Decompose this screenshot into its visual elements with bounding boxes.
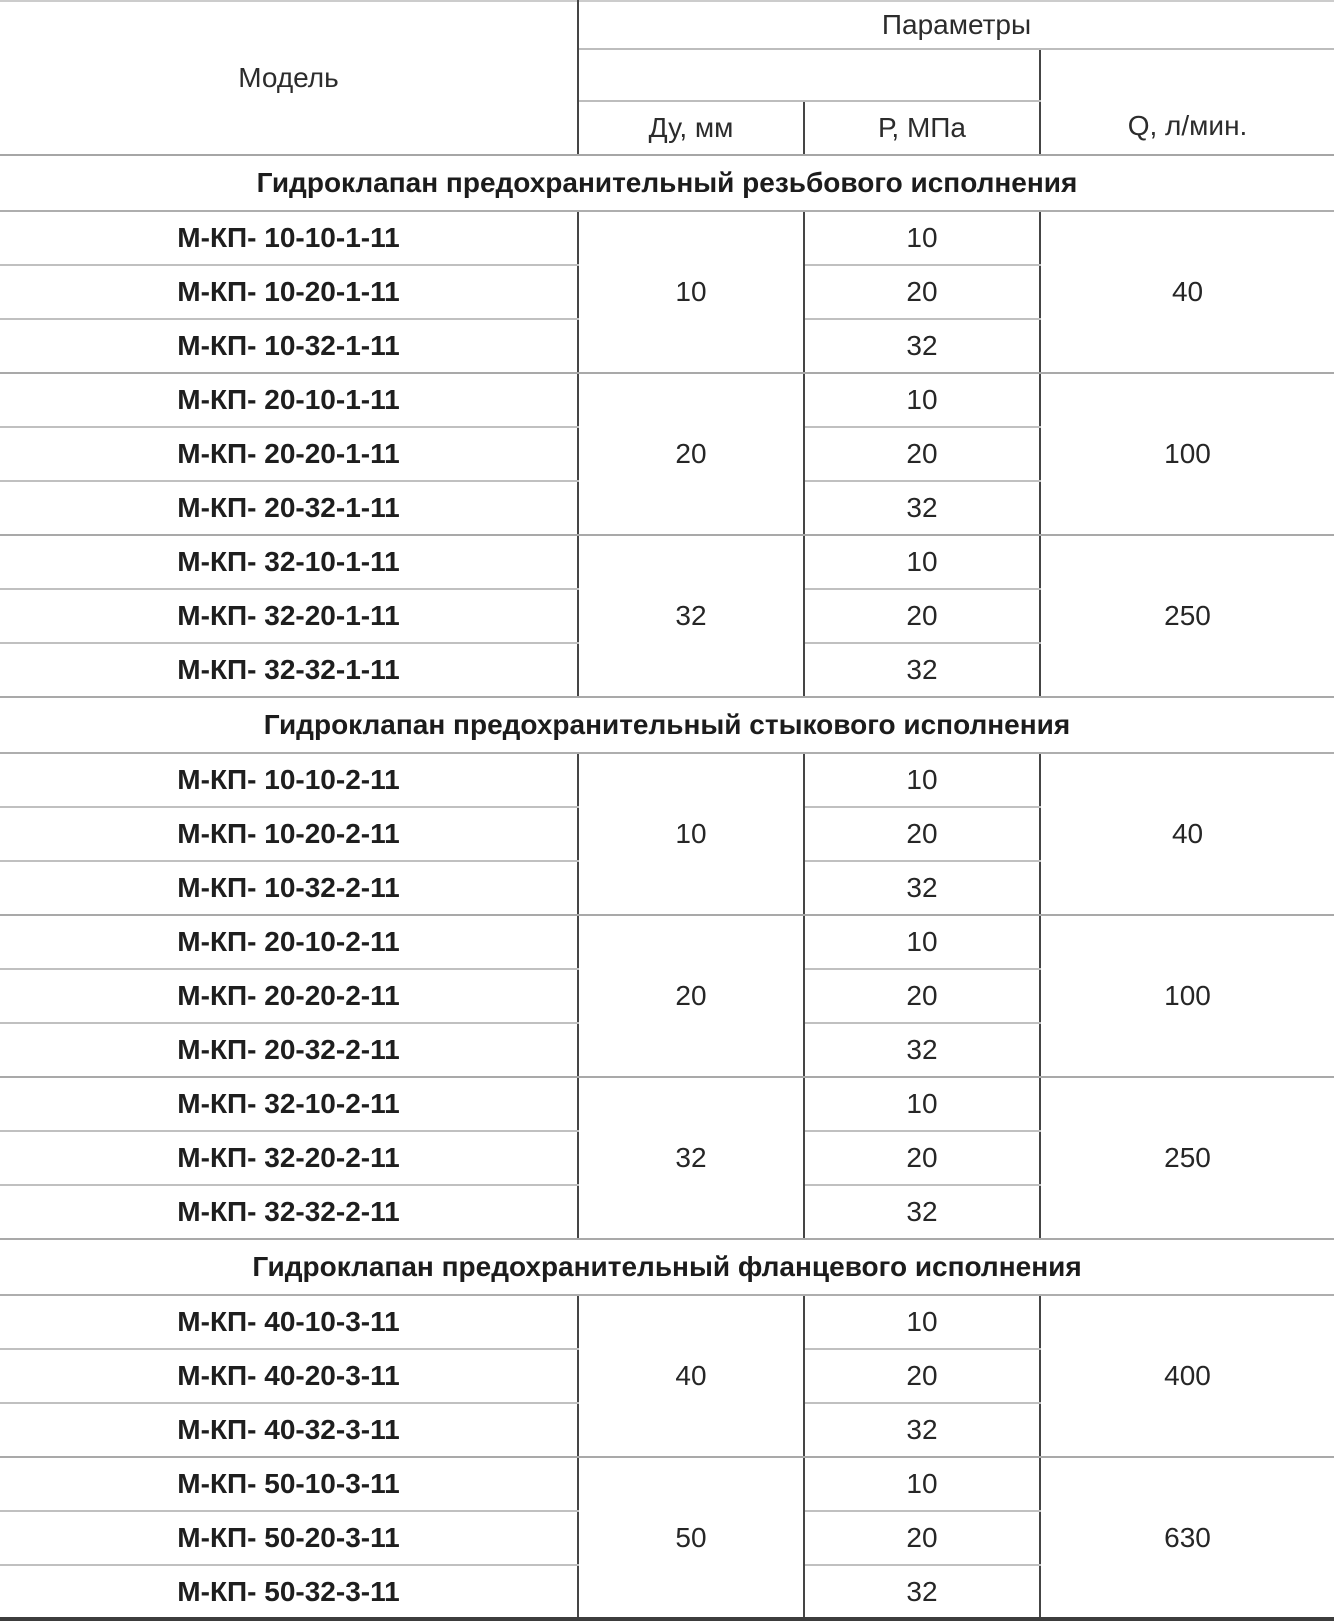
model-cell: М-КП- 32-10-1-11 [0,535,578,589]
model-cell: М-КП- 32-10-2-11 [0,1077,578,1131]
section-title: Гидроклапан предохранительный резьбового исполнения [0,155,1334,211]
model-cell: М-КП- 40-20-3-11 [0,1349,578,1403]
table-row [0,373,1334,427]
table-row [0,915,1334,969]
model-cell: М-КП- 32-20-1-11 [0,589,578,643]
pressure-cell: 10 [804,1457,1040,1511]
pressure-cell: 10 [804,1077,1040,1131]
du-value-cell: 50 [578,1457,804,1619]
model-cell: М-КП- 40-10-3-11 [0,1295,578,1349]
section-row [0,697,1334,753]
model-cell: М-КП- 20-20-1-11 [0,427,578,481]
pressure-cell: 20 [804,1511,1040,1565]
pressure-cell: 32 [804,1565,1040,1619]
model-cell: М-КП- 40-32-3-11 [0,1403,578,1457]
pressure-cell: 10 [804,915,1040,969]
table-row [0,211,1334,265]
model-cell: М-КП- 10-10-2-11 [0,753,578,807]
pressure-cell: 20 [804,969,1040,1023]
table-row [0,753,1334,807]
model-cell: М-КП- 20-20-2-11 [0,969,578,1023]
model-cell: М-КП- 20-32-2-11 [0,1023,578,1077]
model-cell: М-КП- 20-10-2-11 [0,915,578,969]
section-title: Гидроклапан предохранительный фланцевого исполнения [0,1239,1334,1295]
pressure-cell: 32 [804,1023,1040,1077]
du-value-cell: 20 [578,373,804,535]
column-header-model: Модель [0,1,578,155]
du-value-cell: 10 [578,211,804,373]
model-cell: М-КП- 32-32-2-11 [0,1185,578,1239]
flow-value-cell: 100 [1040,915,1334,1077]
pressure-cell: 32 [804,481,1040,535]
column-header-du: Ду, мм [578,101,804,155]
table-row [0,1295,1334,1349]
model-cell: М-КП- 20-10-1-11 [0,373,578,427]
pressure-cell: 32 [804,1403,1040,1457]
pressure-cell: 20 [804,265,1040,319]
pressure-cell: 10 [804,753,1040,807]
du-value-cell: 20 [578,915,804,1077]
model-cell: М-КП- 20-32-1-11 [0,481,578,535]
pressure-cell: 32 [804,861,1040,915]
du-value-cell: 40 [578,1295,804,1457]
flow-value-cell: 40 [1040,211,1334,373]
pressure-cell: 20 [804,589,1040,643]
model-cell: М-КП- 10-10-1-11 [0,211,578,265]
pressure-cell: 20 [804,427,1040,481]
pressure-cell: 20 [804,807,1040,861]
model-cell: М-КП- 10-20-2-11 [0,807,578,861]
pressure-cell: 10 [804,211,1040,265]
model-cell: М-КП- 50-10-3-11 [0,1457,578,1511]
flow-value-cell: 630 [1040,1457,1334,1619]
table-header [0,1,1334,155]
pressure-cell: 32 [804,319,1040,373]
du-value-cell: 32 [578,535,804,697]
flow-value-cell: 250 [1040,1077,1334,1239]
column-header-q: Q, л/мин. [1040,49,1334,155]
section-row [0,155,1334,211]
model-cell: М-КП- 10-32-1-11 [0,319,578,373]
model-cell: М-КП- 32-32-1-11 [0,643,578,697]
model-cell: М-КП- 32-20-2-11 [0,1131,578,1185]
pressure-cell: 10 [804,373,1040,427]
params-spacer-cell [578,49,1040,101]
model-cell: М-КП- 10-32-2-11 [0,861,578,915]
pressure-cell: 20 [804,1349,1040,1403]
pressure-cell: 10 [804,535,1040,589]
du-value-cell: 32 [578,1077,804,1239]
column-header-params: Параметры [578,1,1334,49]
model-cell: М-КП- 50-20-3-11 [0,1511,578,1565]
model-cell: М-КП- 10-20-1-11 [0,265,578,319]
du-value-cell: 10 [578,753,804,915]
table-row [0,535,1334,589]
pressure-cell: 20 [804,1131,1040,1185]
table-row [0,1457,1334,1511]
pressure-cell: 10 [804,1295,1040,1349]
table-body [0,155,1334,1619]
section-title: Гидроклапан предохранительный стыкового исполнения [0,697,1334,753]
table-row [0,1077,1334,1131]
pressure-cell: 32 [804,643,1040,697]
section-row [0,1239,1334,1295]
flow-value-cell: 100 [1040,373,1334,535]
flow-value-cell: 400 [1040,1295,1334,1457]
flow-value-cell: 250 [1040,535,1334,697]
model-cell: М-КП- 50-32-3-11 [0,1565,578,1619]
column-header-p: Р, МПа [804,101,1040,155]
pressure-cell: 32 [804,1185,1040,1239]
flow-value-cell: 40 [1040,753,1334,915]
